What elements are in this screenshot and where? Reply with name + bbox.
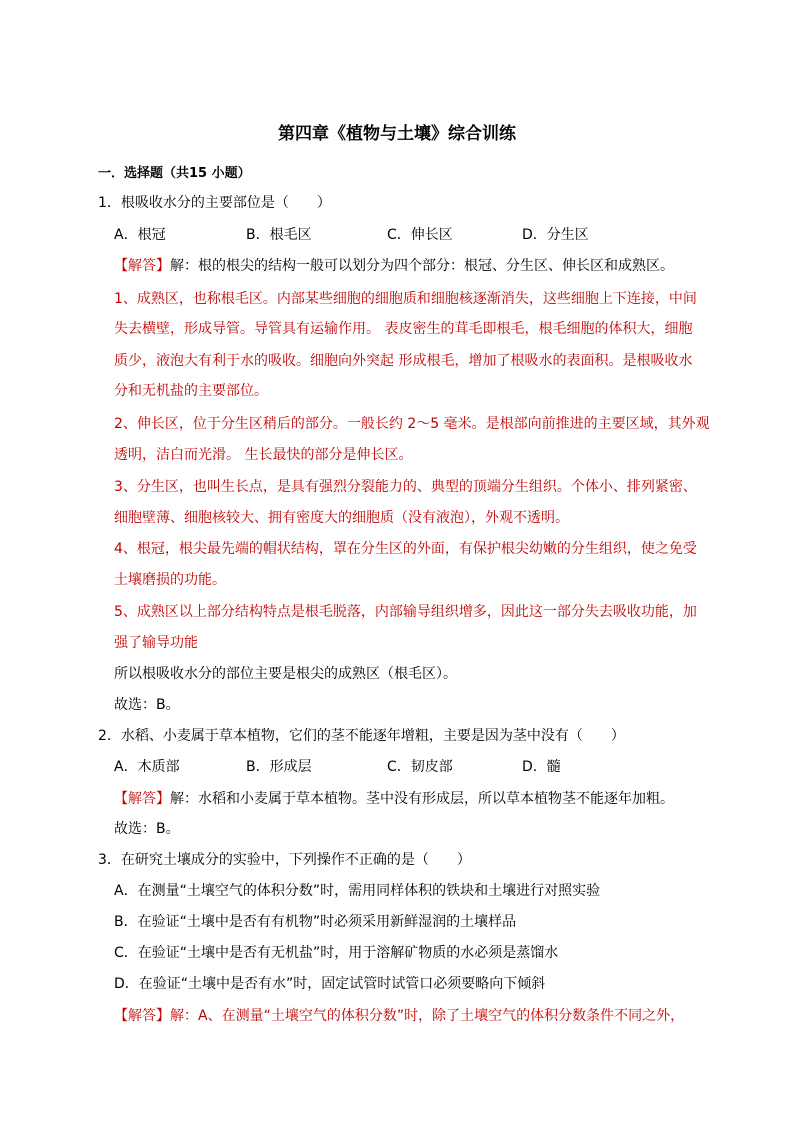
question-2-stem: 2．水稻、小麦属于草本植物，它们的茎不能逐年增粗，主要是因为茎中没有（ ） bbox=[98, 728, 625, 744]
option-a: A．在测量“土壤空气的体积分数”时，需用同样体积的铁块和土壤进行对照实验 bbox=[114, 883, 601, 899]
page-title: 第四章《植物与土壤》综合训练 bbox=[278, 124, 516, 144]
answer-2-choice: 故选：B。 bbox=[114, 821, 180, 837]
option-a: A．根冠 bbox=[114, 227, 166, 243]
option-b: B．在验证“土壤中是否有有机物”时必须采用新鲜湿润的土壤样品 bbox=[114, 914, 517, 930]
question-1-stem: 1．根吸收水分的主要部位是（ ） bbox=[98, 195, 331, 211]
explain-line: 透明，洁白而光滑。 生长最快的部分是伸长区。 bbox=[114, 447, 413, 463]
section-heading: 一．选择题（共15 小题） bbox=[98, 166, 251, 181]
explain-line: 2、伸长区，位于分生区稍后的部分。一般长约 2～5 毫米。是根部向前推进的主要区域，其外观 bbox=[114, 416, 710, 432]
option-d: D．在验证“土壤中是否有水”时，固定试管时试管口必须要略向下倾斜 bbox=[114, 976, 546, 992]
option-b: B．根毛区 bbox=[246, 227, 312, 243]
answer-text: 解：A、在测量“土壤空气的体积分数”时，除了土壤空气的体积分数条件不同之外， bbox=[170, 1008, 685, 1024]
option-c: C．在验证“土壤中是否有无机盐”时，用于溶解矿物质的水必须是蒸馏水 bbox=[114, 945, 559, 961]
explain-line: 土壤磨损的功能。 bbox=[114, 572, 226, 588]
answer-tag: 【解答】 bbox=[114, 258, 170, 274]
explain-line: 质少，液泡大有利于水的吸收。细胞向外突起 形成根毛，增加了根吸水的表面积。是根吸收水 bbox=[114, 353, 693, 369]
explain-line: 1、成熟区，也称根毛区。内部某些细胞的细胞质和细胞核逐渐消失，这些细胞上下连接，中间 bbox=[114, 291, 697, 307]
explain-line: 4、根冠，根尖最先端的帽状结构，罩在分生区的外面，有保护根尖幼嫩的分生组织，使之免受 bbox=[114, 541, 697, 557]
explain-line: 5、成熟区以上部分结构特点是根毛脱落，内部输导组织增多，因此这一部分失去吸收功能，加 bbox=[114, 604, 697, 620]
answer-1-intro bbox=[114, 255, 674, 275]
question-3-stem: 3．在研究土壤成分的实验中，下列操作不正确的是（ ） bbox=[98, 852, 471, 868]
explain-line: 失去横壁，形成导管。导管具有运输作用。 表皮密生的茸毛即根毛，根毛细胞的体积大，细胞 bbox=[114, 321, 693, 337]
explain-line: 细胞壁薄、细胞核较大、拥有密度大的细胞质（没有液泡），外观不透明。 bbox=[114, 510, 569, 526]
option-d: D．髓 bbox=[522, 759, 561, 775]
explain-line: 3、分生区，也叫生长点，是具有强烈分裂能力的、典型的顶端分生组织。个体小、排列紧密、 bbox=[114, 479, 697, 495]
answer-text: 解：根的根尖的结构一般可以划分为四个部分：根冠、分生区、伸长区和成熟区。 bbox=[170, 258, 674, 274]
answer-2-text bbox=[114, 788, 674, 808]
explain-line: 强了输导功能 bbox=[114, 635, 198, 651]
answer-1-choice: 故选：B。 bbox=[114, 697, 180, 713]
answer-3-text bbox=[114, 1005, 684, 1025]
option-c: C．韧皮部 bbox=[387, 759, 453, 775]
option-b: B．形成层 bbox=[246, 759, 312, 775]
answer-tag: 【解答】 bbox=[114, 791, 170, 807]
answer-text: 解：水稻和小麦属于草本植物。茎中没有形成层，所以草本植物茎不能逐年加粗。 bbox=[170, 791, 674, 807]
answer-1-conclusion: 所以根吸收水分的部位主要是根尖的成熟区（根毛区）。 bbox=[114, 666, 457, 682]
explain-line: 分和无机盐的主要部位。 bbox=[114, 383, 268, 399]
option-a: A．木质部 bbox=[114, 759, 180, 775]
option-c: C．伸长区 bbox=[387, 227, 453, 243]
answer-tag: 【解答】 bbox=[114, 1008, 170, 1024]
option-d: D．分生区 bbox=[522, 227, 589, 243]
